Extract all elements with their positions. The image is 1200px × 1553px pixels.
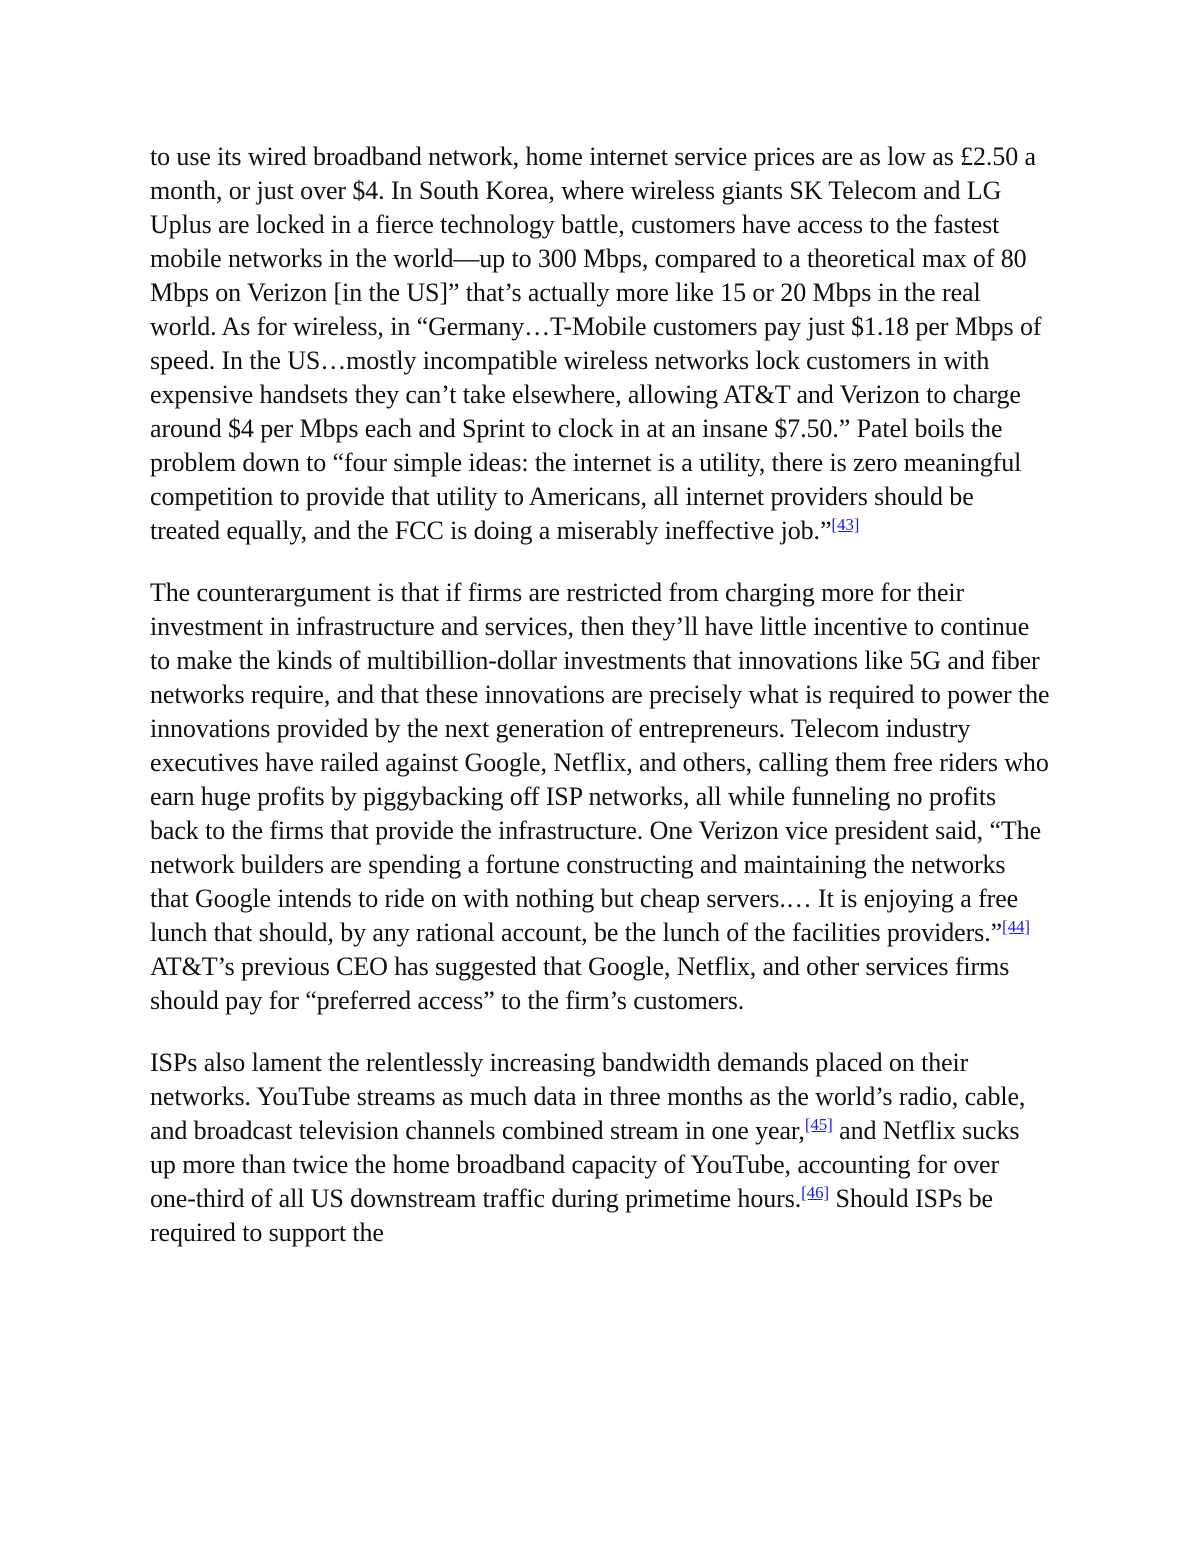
paragraph-text: Should ISPs be required to support the xyxy=(150,1184,993,1247)
footnote-link-46[interactable]: [46] xyxy=(801,1183,830,1202)
paragraph-text: ISPs also lament the relentlessly increasing bandwidth demands placed on their networks. YouTube streams as much data in three months as the world’s radio, cable, and broadcast television channels combined stream in one year, xyxy=(150,1048,1026,1145)
paragraph-2 xyxy=(150,576,1050,1018)
document-page xyxy=(150,140,1050,1278)
footnote-link-45[interactable]: [45] xyxy=(804,1115,833,1134)
paragraph-3 xyxy=(150,1046,1050,1250)
paragraph-text: The counterargument is that if firms are restricted from charging more for their investment in infrastructure and services, then they’ll have little incentive to continue to make the kinds of multibillion-dollar investments that innovations like 5G and fiber networks require, and that these innovations are precisely what is required to power the innovations provided by the next generation of entrepreneurs. Telecom industry executives have railed against Google, Netflix, and others, calling them free riders who earn huge profits by piggybacking off ISP networks, all while funneling no profits back to the firms that provide the infrastructure. One Verizon vice president said, “The network builders are spending a fortune constructing and maintaining the networks that Google intends to ride on with nothing but cheap servers.… It is enjoying a free lunch that should, by any rational account, be the lunch of the facilities providers.” xyxy=(150,578,1050,947)
paragraph-text: AT&T’s previous CEO has suggested that Google, Netflix, and other services firms should pay for “preferred access” to the firm’s customers. xyxy=(150,952,1010,1015)
footnote-link-44[interactable]: [44] xyxy=(1002,917,1030,936)
paragraph-text: and Netflix sucks up more than twice the home broadband capacity of YouTube, accounting for over one-third of all US downstream traffic during primetime hours. xyxy=(150,1116,1020,1213)
paragraph-1 xyxy=(150,140,1050,548)
paragraph-text: to use its wired broadband network, home internet service prices are as low as £2.50 a month, or just over $4. In South Korea, where wireless giants SK Telecom and LG Uplus are locked in a fierce technology battle, customers have access to the fastest mobile networks in the world—up to 300 Mbps, compared to a theoretical max of 80 Mbps on Verizon [in the US]” that’s actually more like 15 or 20 Mbps in the real world. As for wireless, in “Germany…T-Mobile customers pay just $1.18 per Mbps of speed. In the US…mostly incompatible wireless networks lock customers in with expensive handsets they can’t take elsewhere, allowing AT&T and Verizon to charge around $4 per Mbps each and Sprint to clock in at an insane $7.50.” Patel boils the problem down to “four simple ideas: the internet is a utility, there is zero meaningful competition to provide that utility to Americans, all internet providers should be treated equally, and the FCC is doing a miserably ineffective job.” xyxy=(150,142,1042,545)
footnote-link-43[interactable]: [43] xyxy=(831,515,860,534)
